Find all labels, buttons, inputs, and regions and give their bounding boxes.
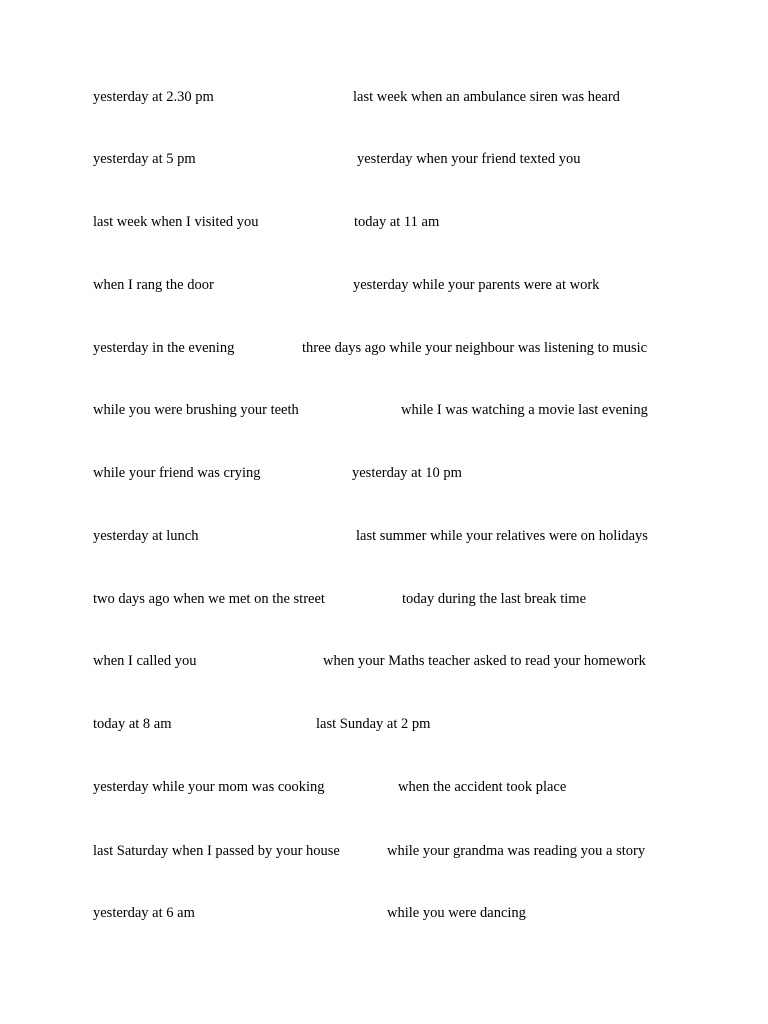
- phrase-row: [0, 525, 768, 547]
- phrase-row: [0, 588, 768, 610]
- phrase-left: yesterday at 5 pm: [93, 151, 196, 167]
- phrase-left: two days ago when we met on the street: [93, 591, 325, 607]
- phrase-left: yesterday at 6 am: [93, 905, 195, 921]
- phrase-right: while you were dancing: [387, 905, 526, 921]
- phrase-left: yesterday while your mom was cooking: [93, 779, 325, 795]
- phrase-row: [0, 776, 768, 798]
- phrase-left: when I called you: [93, 653, 197, 669]
- phrase-row: [0, 86, 768, 108]
- phrase-row: [0, 713, 768, 735]
- phrase-row: [0, 650, 768, 672]
- phrase-right: while your grandma was reading you a story: [387, 843, 646, 859]
- phrase-left: while your friend was crying: [93, 465, 261, 481]
- phrase-right: today during the last break time: [402, 591, 587, 607]
- phrase-right: three days ago while your neighbour was listening to music: [302, 340, 648, 356]
- phrase-left: today at 8 am: [93, 716, 172, 732]
- phrase-row: [0, 462, 768, 484]
- phrase-right: yesterday when your friend texted you: [357, 151, 581, 167]
- phrase-right: when the accident took place: [398, 779, 567, 795]
- phrase-right: today at 11 am: [354, 214, 440, 230]
- phrase-row: [0, 399, 768, 421]
- phrase-left: last week when I visited you: [93, 214, 259, 230]
- phrase-row: [0, 337, 768, 359]
- phrase-right: yesterday while your parents were at work: [353, 277, 600, 293]
- phrase-right: yesterday at 10 pm: [352, 465, 462, 481]
- phrase-left: when I rang the door: [93, 277, 214, 293]
- phrase-row: [0, 840, 768, 862]
- phrase-right: last summer while your relatives were on holidays: [356, 528, 648, 544]
- phrase-left: yesterday at 2.30 pm: [93, 89, 214, 105]
- phrase-row: [0, 902, 768, 924]
- phrase-row: [0, 148, 768, 170]
- phrase-left: while you were brushing your teeth: [93, 402, 299, 418]
- phrase-left: last Saturday when I passed by your house: [93, 843, 340, 859]
- phrase-right: when your Maths teacher asked to read your homework: [323, 653, 646, 669]
- phrase-left: yesterday at lunch: [93, 528, 199, 544]
- phrase-right: last week when an ambulance siren was heard: [353, 89, 620, 105]
- phrase-right: while I was watching a movie last evening: [401, 402, 648, 418]
- phrase-left: yesterday in the evening: [93, 340, 235, 356]
- phrase-right: last Sunday at 2 pm: [316, 716, 431, 732]
- phrase-row: [0, 211, 768, 233]
- phrase-row: [0, 274, 768, 296]
